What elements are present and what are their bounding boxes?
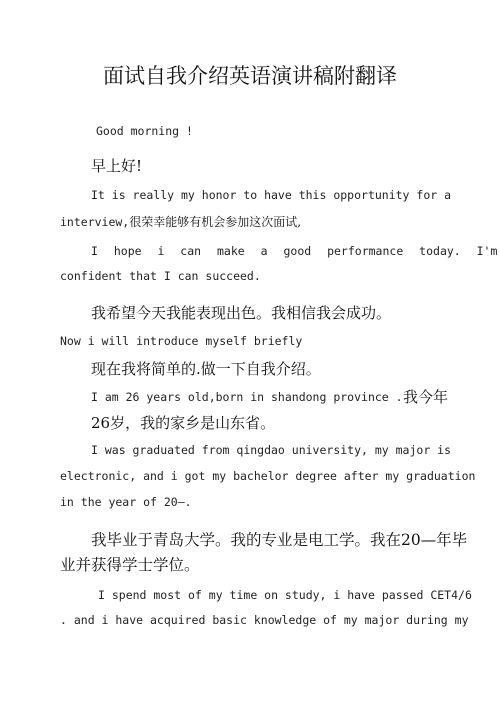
graduate-line-2: electronic, and i got my bachelor degree after my graduation — [60, 469, 476, 483]
age-chinese-tail: 我今年 — [403, 388, 449, 406]
introduce-english: Now i will introduce myself briefly — [60, 334, 303, 348]
hope-line-1-text: I hope i can make a good performance today. I'm — [91, 244, 498, 258]
hope-chinese: 我希望今天我能表现出色。我相信我会成功。 — [91, 304, 392, 322]
honor-line-2-chinese: 很荣幸能够有机会参加这次面试, — [129, 215, 302, 229]
graduate-line-1: I was graduated from qingdao university, my major is — [91, 443, 452, 457]
study-line-1: I spend most of my time on study, i have passed CET4/6 — [98, 588, 472, 602]
age-chinese-line-2: 26岁，我的家乡是山东省。 — [91, 414, 276, 432]
graduate-line-3: in the year of 20—. — [60, 495, 192, 509]
honor-line-2 — [60, 213, 301, 230]
introduce-chinese: 现在我将简单的.做一下自我介绍。 — [91, 360, 321, 378]
honor-line-2-english: interview, — [60, 215, 130, 229]
graduate-chinese-line-1: 我毕业于青岛大学。我的专业是电工学。我在20—年毕 — [91, 531, 468, 549]
greeting-chinese: 早上好! — [91, 157, 143, 175]
hope-line-1 — [91, 244, 498, 258]
honor-line-1: It is really my honor to have this opportunity for a — [91, 188, 452, 202]
study-line-2: . and i have acquired basic knowledge of my major during my — [60, 613, 469, 627]
hope-line-2: confident that I can succeed. — [60, 269, 261, 283]
document-title: 面试自我介绍英语演讲稿附翻译 — [103, 64, 397, 88]
age-english: I am 26 years old,born in shandong province . — [91, 390, 403, 404]
graduate-chinese-line-2: 业并获得学士学位。 — [60, 556, 200, 574]
greeting-english: Good morning ! — [96, 124, 193, 138]
